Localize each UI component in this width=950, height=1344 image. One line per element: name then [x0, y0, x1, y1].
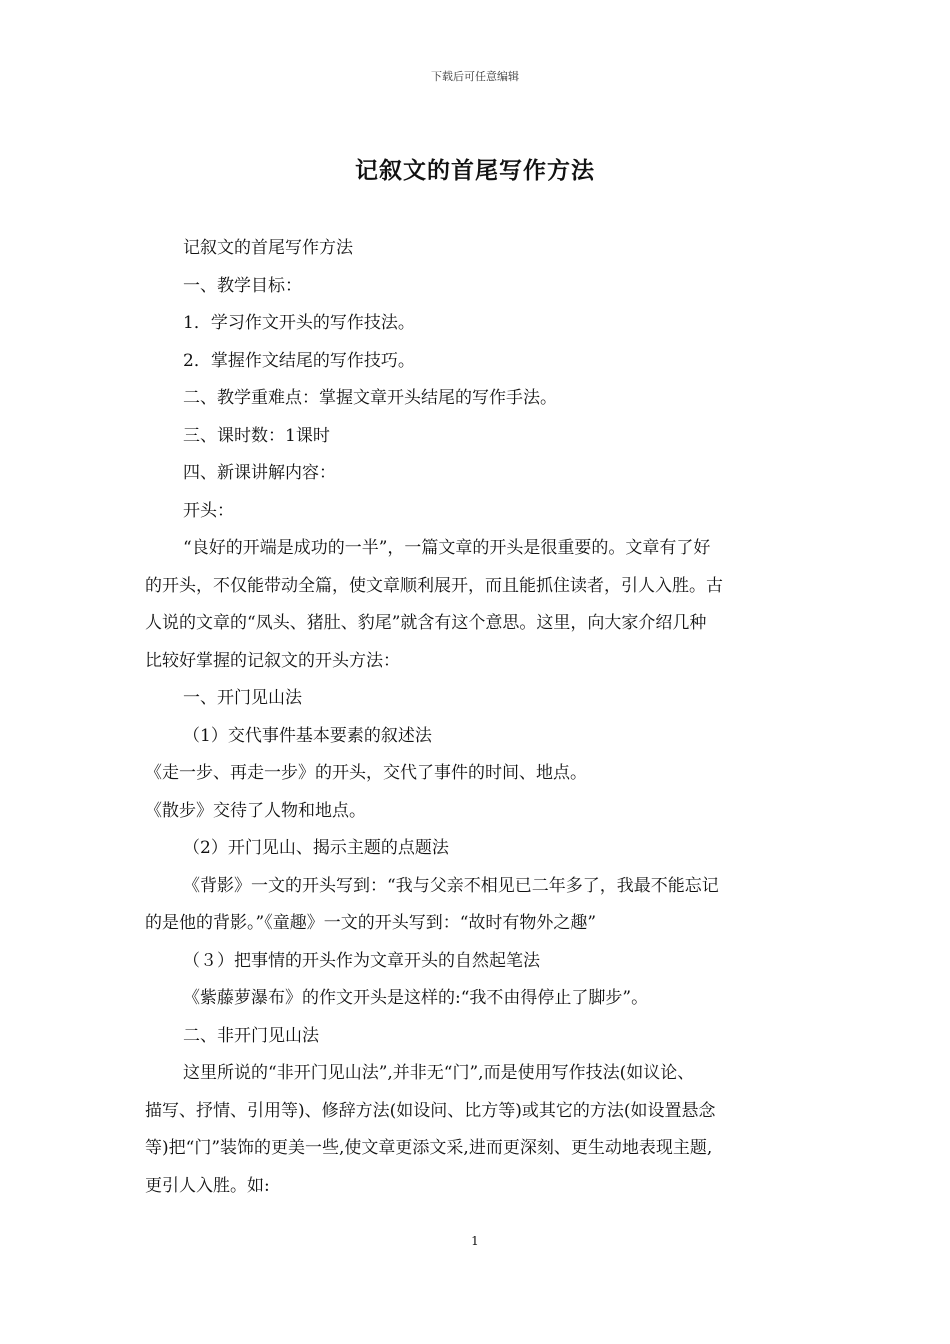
document-title: 记叙文的首尾写作方法	[355, 157, 595, 184]
paragraph-line: 开头：	[183, 500, 234, 521]
header-note: 下载后可任意编辑	[431, 70, 519, 83]
paragraph-line: 等)把“门”装饰的更美一些,使文章更添文采,进而更深刻、更生动地表现主题,	[145, 1138, 713, 1158]
paragraph-line: 《走一步、再走一步》的开头，交代了事件的时间、地点。	[145, 763, 587, 783]
paragraph-line: 二、教学重难点：掌握文章开头结尾的写作手法。	[183, 388, 557, 408]
paragraph-line: 2．掌握作文结尾的写作技巧。	[183, 350, 415, 371]
paragraph-line: （2）开门见山、揭示主题的点题法	[183, 838, 449, 858]
paragraph-line: 《散步》交待了人物和地点。	[145, 800, 366, 821]
paragraph-line: 的开头，不仅能带动全篇，使文章顺利展开，而且能抓住读者，引人入胜。古	[145, 575, 723, 596]
paragraph-line: “良好的开端是成功的一半”，一篇文章的开头是很重要的。文章有了好	[183, 538, 711, 558]
paragraph-line: 三、课时数：1课时	[183, 425, 330, 446]
paragraph-line: 描写、抒情、引用等)、修辞方法(如设问、比方等)或其它的方法(如设置悬念	[145, 1100, 716, 1121]
paragraph-line: 一、开门见山法	[183, 688, 302, 708]
paragraph-line: 记叙文的首尾写作方法	[183, 238, 353, 258]
paragraph-line: 《背影》一文的开头写到：“我与父亲不相见已二年多了，我最不能忘记	[183, 875, 719, 896]
paragraph-line: 一、教学目标：	[183, 275, 302, 296]
document-body	[145, 230, 813, 1205]
paragraph-line: 四、新课讲解内容：	[183, 463, 336, 483]
paragraph-line: 《紫藤萝瀑布》的作文开头是这样的:“我不由得停止了脚步”。	[183, 988, 649, 1008]
page-number: 1	[471, 1234, 479, 1248]
paragraph-line: 1．学习作文开头的写作技法。	[183, 313, 415, 333]
paragraph-line: 人说的文章的“凤头、猪肚、豹尾”就含有这个意思。这里，向大家介绍几种	[145, 613, 707, 633]
paragraph-line: 的是他的背影。”《童趣》一文的开头写到：“故时有物外之趣”	[145, 913, 597, 933]
paragraph-line: （1）交代事件基本要素的叙述法	[183, 725, 432, 746]
paragraph-line: 这里所说的“非开门见山法”,并非无“门”,而是使用写作技法(如议论、	[183, 1063, 695, 1083]
paragraph-line: 更引人入胜。如:	[145, 1175, 270, 1196]
paragraph-line: 二、非开门见山法	[183, 1025, 319, 1046]
paragraph-line: （３）把事情的开头作为文章开头的自然起笔法	[183, 950, 540, 971]
paragraph-line: 比较好掌握的记叙文的开头方法：	[145, 650, 400, 671]
